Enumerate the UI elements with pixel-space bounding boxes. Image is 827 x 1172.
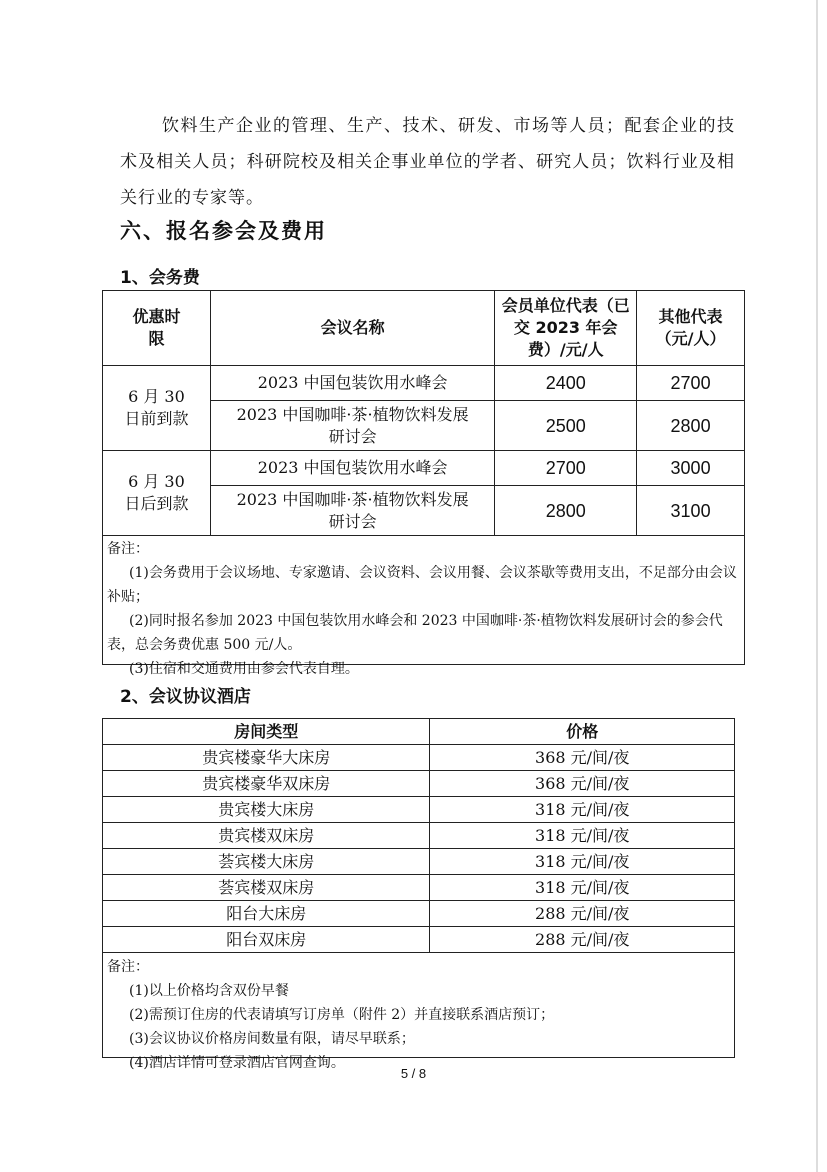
fee-notes <box>102 535 745 677</box>
room-price: 288 元/间/夜 <box>430 901 735 927</box>
section-title: 六、报名参会及费用 <box>120 219 327 243</box>
room-price: 318 元/间/夜 <box>430 797 735 823</box>
intro-paragraph: 饮料生产企业的管理、生产、技术、研发、市场等人员；配套企业的技术及相关人员；科研院校及相关企事业单位的学者、研究人员；饮料行业及相关行业的专家等。 <box>120 116 735 208</box>
other-fee: 3000 <box>637 451 745 486</box>
hotel-title: 2、会议协议酒店 <box>120 687 251 707</box>
room-type: 贵宾楼豪华大床房 <box>103 745 430 771</box>
hotel-table <box>102 718 735 953</box>
notes-label: 备注： <box>107 959 149 975</box>
note-item: (1)以上价格均含双份早餐 <box>129 983 289 999</box>
table-row <box>103 771 735 797</box>
room-price: 368 元/间/夜 <box>430 745 735 771</box>
member-fee: 2400 <box>495 366 637 401</box>
period-cell: 6 月 30 日后到款 <box>103 451 211 536</box>
room-price: 318 元/间/夜 <box>430 849 735 875</box>
table-row <box>103 451 745 486</box>
table-row <box>103 745 735 771</box>
fee-table <box>102 290 745 536</box>
meeting-name: 2023 中国咖啡·茶·植物饮料发展研讨会 <box>210 486 494 536</box>
room-price: 318 元/间/夜 <box>430 823 735 849</box>
room-price: 288 元/间/夜 <box>430 927 735 953</box>
header-member: 会员单位代表（已交 2023 年会费）/元/人 <box>495 291 637 366</box>
page-number: 5 / 8 <box>400 1066 427 1081</box>
note-item: (2)同时报名参加 2023 中国包装饮用水峰会和 2023 中国咖啡·茶·植物饮料发展研讨会的参会代表，总会务费优惠 500 元/人。 <box>107 613 723 653</box>
room-price: 318 元/间/夜 <box>430 875 735 901</box>
room-type: 阳台大床房 <box>103 901 430 927</box>
table-row <box>103 927 735 953</box>
period-cell: 6 月 30 日前到款 <box>103 366 211 451</box>
meeting-name: 2023 中国包装饮用水峰会 <box>210 451 494 486</box>
meeting-name: 2023 中国包装饮用水峰会 <box>210 366 494 401</box>
other-fee: 2800 <box>637 401 745 451</box>
header-price: 价格 <box>430 719 735 745</box>
table-row <box>103 875 735 901</box>
meeting-name: 2023 中国咖啡·茶·植物饮料发展研讨会 <box>210 401 494 451</box>
room-type: 荟宾楼大床房 <box>103 849 430 875</box>
scan-edge <box>816 0 818 1172</box>
note-item: (3)住宿和交通费用由参会代表自理。 <box>129 661 359 677</box>
header-period: 优惠时限 <box>103 291 211 366</box>
table-row <box>103 366 745 401</box>
room-type: 阳台双床房 <box>103 927 430 953</box>
other-fee: 2700 <box>637 366 745 401</box>
table-row <box>103 797 735 823</box>
member-fee: 2700 <box>495 451 637 486</box>
header-room-type: 房间类型 <box>103 719 430 745</box>
table-row <box>103 823 735 849</box>
other-fee: 3100 <box>637 486 745 536</box>
header-other: 其他代表（元/人） <box>637 291 745 366</box>
room-type: 贵宾楼豪华双床房 <box>103 771 430 797</box>
member-fee: 2800 <box>495 486 637 536</box>
room-type: 荟宾楼双床房 <box>103 875 430 901</box>
note-item: (2)需预订住房的代表请填写订房单（附件 2）并直接联系酒店预订； <box>129 1007 555 1023</box>
note-item: (3)会议协议价格房间数量有限，请尽早联系； <box>129 1031 415 1047</box>
member-fee: 2500 <box>495 401 637 451</box>
hotel-notes <box>102 953 735 1071</box>
header-name: 会议名称 <box>210 291 494 366</box>
room-type: 贵宾楼双床房 <box>103 823 430 849</box>
room-price: 368 元/间/夜 <box>430 771 735 797</box>
notes-label: 备注： <box>107 541 149 557</box>
note-item: (4)酒店详情可登录酒店官网查询。 <box>129 1055 345 1071</box>
table-row <box>103 901 735 927</box>
room-type: 贵宾楼大床房 <box>103 797 430 823</box>
table-row <box>103 849 735 875</box>
note-item: (1)会务费用于会议场地、专家邀请、会议资料、会议用餐、会议茶歇等费用支出，不足部分由会议补贴； <box>107 565 737 605</box>
fee-title: 1、会务费 <box>120 268 200 288</box>
